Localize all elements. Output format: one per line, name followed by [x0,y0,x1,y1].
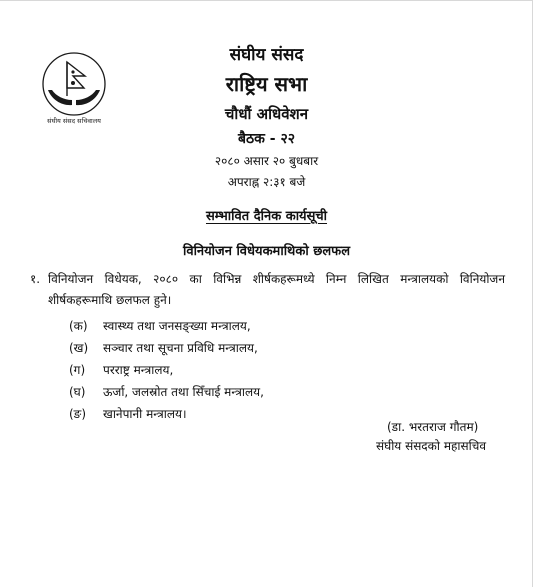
subitem-gha [69,383,264,400]
subitem-text: स्वास्थ्य तथा जनसङ्ख्या मन्त्रालय, [103,319,251,333]
agenda-title-text: सम्भावित दैनिक कार्यसूची [205,209,328,224]
agenda-item-text-line2: शीर्षकहरूमाथि छलफल हुने। [48,293,172,307]
signatory-name: (डा. भरतराज गौतम) [387,420,479,434]
subitem-text: सञ्चार तथा सूचना प्रविधि मन्त्रालय, [103,341,258,355]
agenda-topic: विनियोजन विधेयकमाथिको छलफल [182,244,351,259]
subitem-label: (क) [69,319,88,333]
page-border-top [0,0,533,1]
meeting-date: २०८० असार २० बुधबार [214,154,319,168]
subitem-label: (ङ) [69,407,87,421]
subitem-nga [69,405,187,422]
subitem-label: (ख) [69,341,89,355]
agenda-item-number: १. [30,272,41,286]
logo-caption: संघीय संसद सचिवालय [47,117,101,125]
parliament-name: संघीय संसद [229,45,304,65]
subitem-label: (ग) [69,363,86,377]
subitem-text: ऊर्जा, जलस्रोत तथा सिँचाई मन्त्रालय, [103,385,264,399]
subitem-text: परराष्ट्र मन्त्रालय, [103,363,174,377]
agenda-item-text-line1: विनियोजन विधेयक, २०८० का विभिन्न शीर्षकहरूमध्ये निम्न लिखित मन्त्रालयको विनियोजन [48,272,505,286]
subitem-ga [69,361,173,378]
subitem-kha [69,339,258,356]
house-name: राष्ट्रिय सभा [225,72,308,96]
subitem-ka [69,317,251,334]
meeting-number: बैठक - २२ [238,131,295,147]
subitem-text: खानेपानी मन्त्रालय। [103,407,187,421]
subitem-label: (घ) [69,385,86,399]
agenda-title [0,206,533,224]
session-name: चौधौं अधिवेशन [224,105,309,123]
signatory-designation: संघीय संसदको महासचिव [376,439,486,453]
meeting-time: अपराह्न २:३१ बजे [227,175,306,189]
